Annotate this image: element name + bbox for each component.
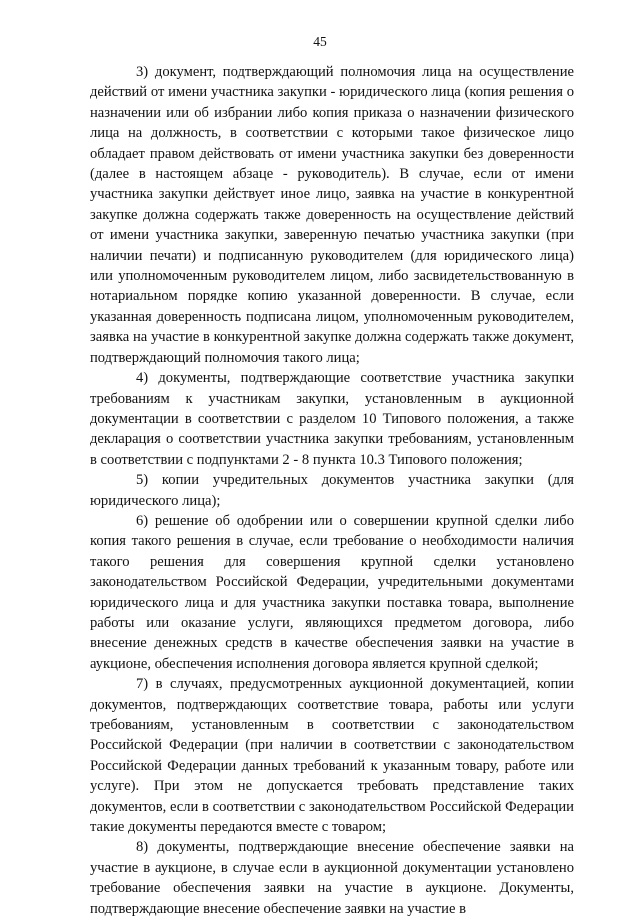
paragraph-item-3: 3) документ, подтверждающий полномочия лица на осуществление действий от имени участника закупки - юридического лица (копия решения о назначении или об избрании либо копия приказа о назначении физического лица на должность, в соответствии с которыми такое физическое лицо обладает правом действовать от имени участника закупки без доверенности (далее в настоящем абзаце - руководитель). В случае, если от имени участника закупки действует иное лицо, заявка на участие в конкурентной закупке должна содержать также доверенность на осуществление действий от имени участника закупки, заверенную печатью участника закупки (при наличии печати) и подписанную руководителем (для юридического лица) или уполномоченным руководителем лицом, либо засвидетельствованную в нотариальном порядке копию указанной доверенности. В случае, если указанная доверенность подписана лицом, уполномоченным руководителем, заявка на участие в конкурентной закупке должна содержать также документ, подтверждающий полномочия такого лица; [90, 64, 574, 366]
document-body [90, 62, 574, 919]
paragraph-item-5: 5) копии учредительных документов участника закупки (для юридического лица); [90, 472, 574, 509]
paragraph-item-4: 4) документы, подтверждающие соответствие участника закупки требованиям к участникам закупки, установленным в аукционной документации в соответствии с разделом 10 Типового положения, а также декларация о соответствии участника закупки требованиям, установленным в соответствии с подпунктами 2 - 8 пункта 10.3 Типового положения; [90, 370, 574, 468]
paragraph-item-6: 6) решение об одобрении или о совершении крупной сделки либо копия такого решения в случае, если требование о необходимости наличия такого решения для совершения крупной сделки установлено законодательством Российской Федерации, учредительными документами юридического лица и для участника закупки поставка товара, выполнение работы или оказание услуги, являющихся предметом договора, либо внесение денежных средств в качестве обеспечения заявки на участие в аукционе, обеспечения исполнения договора является крупной сделкой; [90, 512, 574, 672]
page-number: 45 [313, 34, 327, 49]
paragraph-item-7: 7) в случаях, предусмотренных аукционной документацией, копии документов, подтверждающих соответствие товара, работы или услуги требованиям, установленным в соответствии с законодательством Российской Федерации (при наличии в соответствии с законодательством Российской Федерации данных требований к указанным товару, работе или услуге). При этом не допускается требовать представление таких документов, если в соответствии с законодательством Российской Федерации такие документы передаются вместе с товаром; [90, 676, 574, 836]
paragraph-item-8: 8) документы, подтверждающие внесение обеспечение заявки на участие в аукционе, в случае если в аукционной документации установлено требование обеспечения заявки на участие в аукционе. Документы, подтверждающие внесение обеспечение заявки на участие в [90, 839, 574, 917]
